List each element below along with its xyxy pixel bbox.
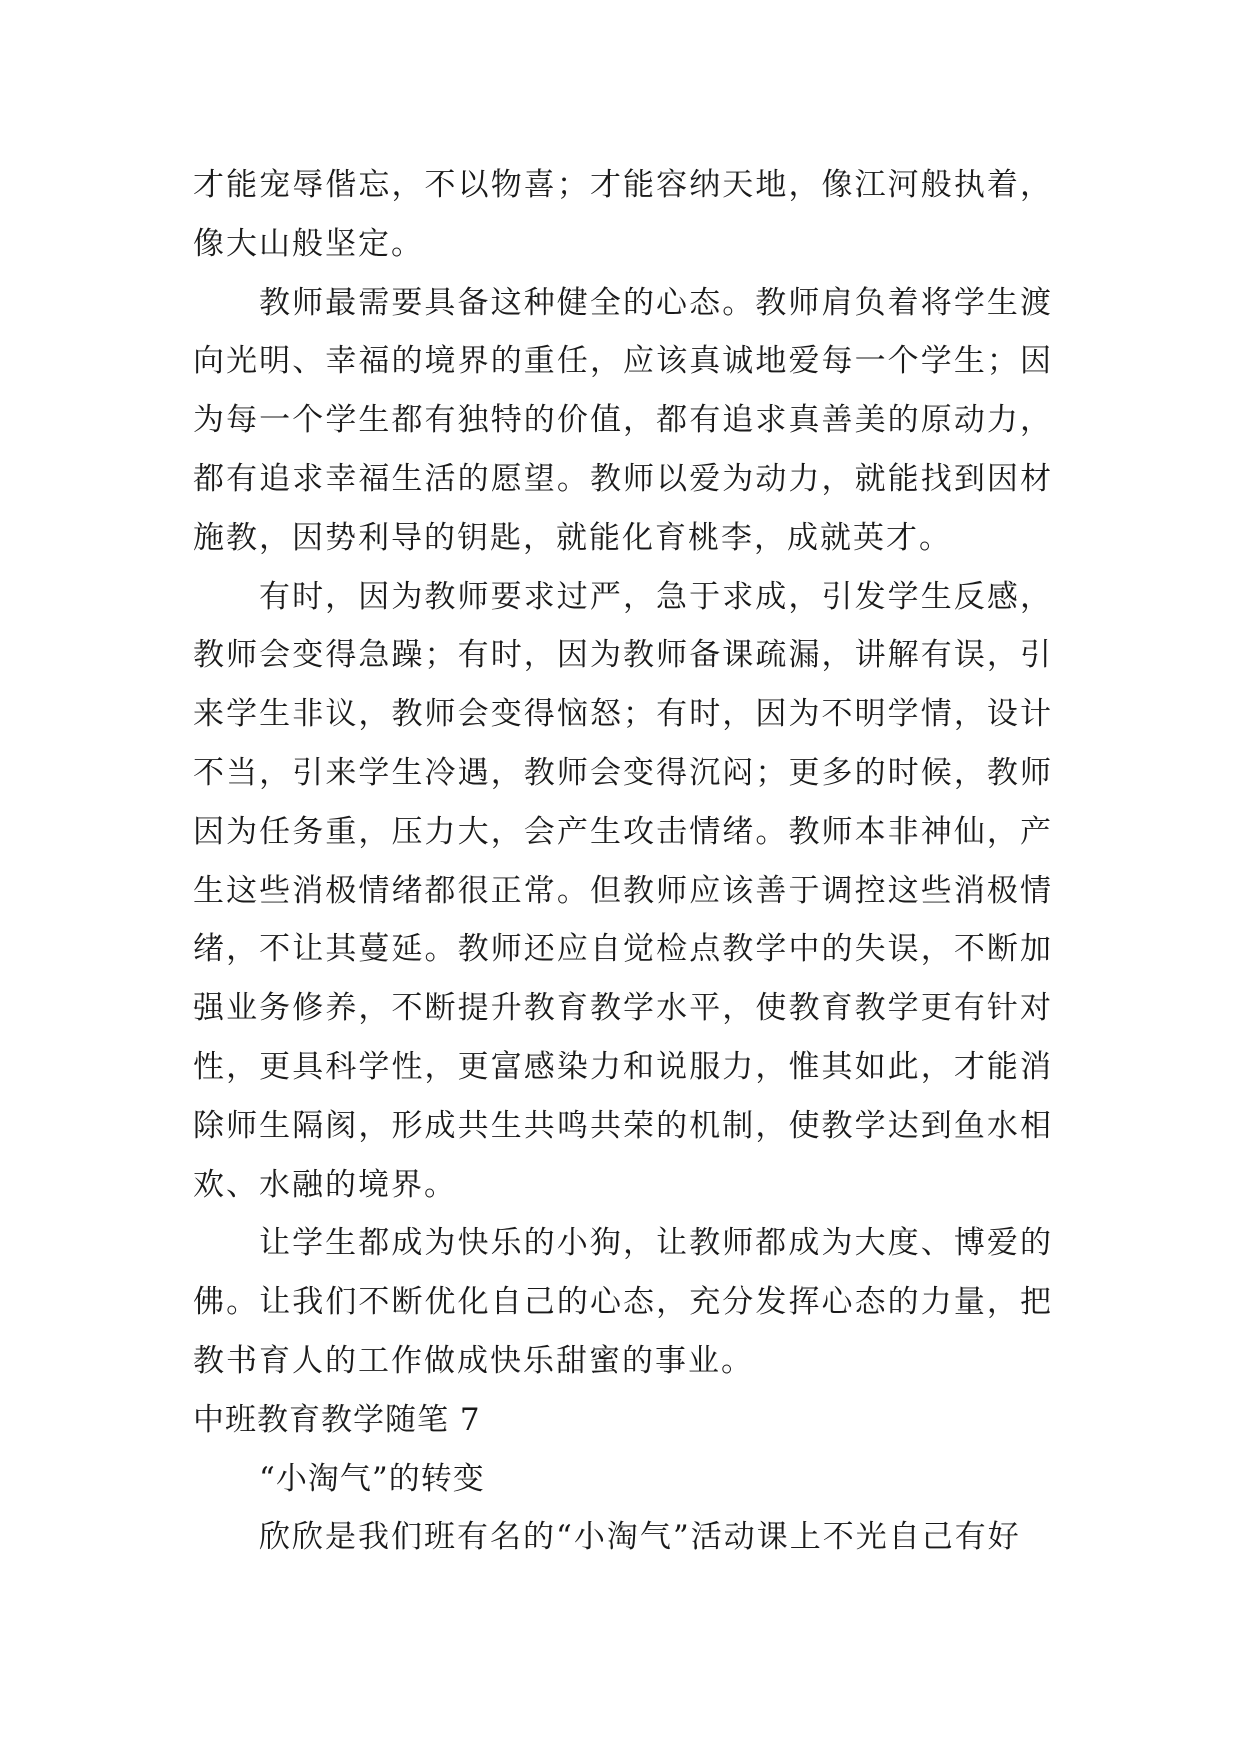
paragraph-negative-emotions: 有时，因为教师要求过严，急于求成，引发学生反感，教师会变得急躁；有时，因为教师备课疏漏，讲解有误，引来学生非议，教师会变得恼怒；有时，因为不明学情，设计不当，引来学生冷遇，教师会变得沉闷；更多的时候，教师因为任务重，压力大，会产生攻击情绪。教师本非神仙，产生这些消极情绪都很正常。但教师应该善于调控这些消极情绪，不让其蔓延。教师还应自觉检点教学中的失误，不断加强业务修养，不断提升教育教学水平，使教育教学更有针对性，更具科学性，更富感染力和说服力，惟其如此，才能消除师生隔阂，形成共生共鸣共荣的机制，使教学达到鱼水相欢、水融的境界。 — [193, 578, 1053, 1203]
paragraph-healthy-mindset: 教师最需要具备这种健全的心态。教师肩负着将学生渡向光明、幸福的境界的重任，应该真诚地爱每一个学生；因为每一个学生都有独特的价值，都有追求真善美的原动力，都有追求幸福生活的愿望。教师以爱为动力，就能找到因材施教，因势利导的钥匙，就能化育桃李，成就英才。 — [193, 284, 1053, 556]
paragraph-conclusion: 让学生都成为快乐的小狗，让教师都成为大度、博爱的佛。让我们不断优化自己的心态，充分发挥心态的力量，把教书育人的工作做成快乐甜蜜的事业。 — [193, 1225, 1053, 1379]
document-body — [193, 156, 1053, 1567]
paragraph-continuation: 才能宠辱偕忘，不以物喜；才能容纳天地，像江河般执着，像大山般坚定。 — [193, 167, 1053, 262]
section-heading: 中班教育教学随笔 7 — [193, 1401, 481, 1438]
section-subtitle: “小淘气”的转变 — [259, 1460, 485, 1497]
section-first-paragraph: 欣欣是我们班有名的“小淘气”活动课上不光自己有好 — [259, 1519, 1021, 1556]
